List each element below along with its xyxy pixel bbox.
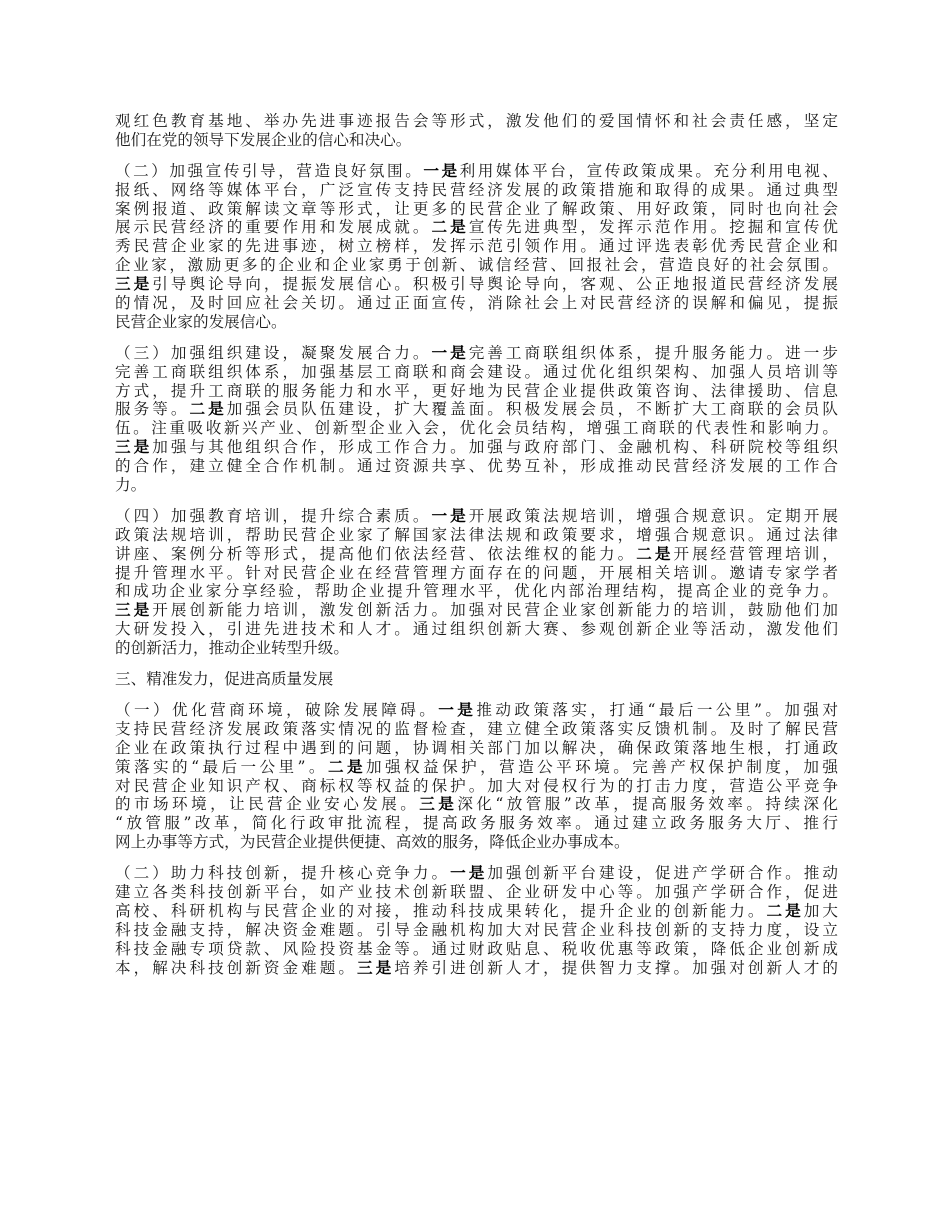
text-line: [115, 864, 838, 883]
text-run: 网上办事等方式，为民营企业提供便捷、高效的服务，降低企业办事成本。: [115, 833, 630, 852]
text-line: [115, 275, 838, 294]
text-run: 民营企业家的发展信心。: [115, 312, 287, 331]
text-line: [115, 795, 838, 814]
text-run: 秀民营企业家的先进事迹，树立榜样，发挥示范引领作用。通过评选表彰优秀民营企业和: [115, 237, 838, 256]
text-run: 企业家，激励更多的企业和企业家勇于创新、诚信经营、回报社会，营造良好的社会氛围。: [115, 256, 838, 275]
text-run: 的市场环境，让民营企业安心发展。: [115, 795, 420, 814]
text-line: [115, 237, 838, 256]
text-run: 培养引进创新人才，提供智力支撑。加强对创新人才的: [394, 958, 838, 977]
paragraph: [115, 344, 838, 495]
bold-keyword: 三是: [115, 274, 153, 294]
text-line: [115, 419, 838, 438]
text-run: 政策法规培训，帮助民营企业家了解国家法律法规和政策要求，增强合规意识。通过法律: [115, 525, 838, 544]
text-run: 加强会员队伍建设，扩大覆盖面。积极发展会员，不断扩大工商联的会员队: [226, 400, 838, 419]
text-run: 的创新活力，推动企业转型升级。: [115, 639, 349, 658]
text-line: [115, 564, 838, 583]
text-run: 加强创新平台建设，促进产学研合作。推动: [487, 864, 838, 883]
text-run: 高校、科研机构与民营企业的对接，推动科技成果转化，提升企业的创新能力。: [115, 901, 767, 920]
text-run: 深化“放管服”改革，提高服务效率。持续深化: [457, 795, 838, 814]
text-line: [115, 883, 838, 902]
text-line: [115, 162, 838, 181]
text-line: [115, 313, 838, 332]
text-line: [115, 670, 838, 689]
paragraph: [115, 507, 838, 658]
bold-keyword: 三是: [419, 794, 458, 814]
text-run: 伍。注重吸收新兴产业、创新型企业入会，优化会员结构，增强工商联的代表性和影响力。: [115, 419, 838, 438]
text-run: 他们在党的领导下发展企业的信心和决心。: [115, 130, 412, 149]
text-run: 力。: [115, 476, 147, 495]
text-line: [115, 959, 838, 978]
text-line: [115, 814, 838, 833]
text-line: [115, 833, 838, 852]
paragraph: [115, 701, 838, 852]
text-run: 建立各类科技创新平台，如产业技术创新联盟、企业研发中心等。加强产学研合作，促进: [115, 882, 838, 901]
paragraph: [115, 112, 838, 150]
text-run: 本，解决科技创新资金难题。: [115, 958, 357, 977]
text-line: [115, 639, 838, 658]
text-run: 服务等。: [115, 400, 190, 419]
text-run: 报纸、网络等媒体平台，广泛宣传支持民营经济发展的政策措施和取得的成果。通过典型: [115, 180, 838, 199]
bold-keyword: 二是: [327, 756, 366, 776]
text-run: 方式，提升工商联的服务能力和水平，更好地为民营企业提供政策咨询、法律援助、信息: [115, 381, 838, 400]
text-line: [115, 200, 838, 219]
text-line: [115, 112, 838, 131]
text-run: （二）加强宣传引导，营造良好氛围。: [115, 161, 424, 180]
text-run: 企业在政策执行过程中遇到的问题，协调相关部门加以解决，确保政策落地生根，打通政: [115, 738, 838, 757]
text-run: （四）加强教育培训，提升综合素质。: [115, 506, 432, 525]
text-run: 的情况，及时回应社会关切。通过正面宣传，消除社会上对民营经济的误解和偏见，提振: [115, 294, 838, 313]
text-line: [115, 739, 838, 758]
text-line: [115, 382, 838, 401]
text-line: [115, 582, 838, 601]
bold-keyword: 一是: [431, 505, 469, 525]
text-line: [115, 131, 838, 150]
text-run: 提升管理水平。针对民营企业在经营管理方面存在的问题，开展相关培训。邀请专家学者: [115, 563, 838, 582]
text-run: 大研发投入，引进先进技术和人才。通过组织创新大赛、参观创新企业等活动，激发他们: [115, 620, 838, 639]
text-run: 和成功企业家分享经验，帮助企业提升管理水平，优化内部治理结构，提高企业的竞争力。: [115, 582, 838, 601]
text-run: （二）助力科技创新，提升核心竞争力。: [115, 864, 451, 883]
paragraph: [115, 864, 838, 977]
text-run: 对民营企业知识产权、商标权等权益的保护。加大对侵权行为的打击力度，营造公平竞争: [115, 776, 838, 795]
text-run: 科技金融专项贷款、风险投资基金等。通过财政贴息、税收优惠等政策，降低企业创新成: [115, 939, 838, 958]
text-line: [115, 507, 838, 526]
text-run: 开展政策法规培训，增强合规意识。定期开展: [468, 506, 838, 525]
bold-keyword: 二是: [766, 900, 804, 920]
text-line: [115, 720, 838, 739]
text-line: [115, 902, 838, 921]
bold-keyword: 三是: [357, 957, 395, 977]
text-run: 加大: [803, 901, 838, 920]
text-run: 开展创新能力培训，激发创新活力。加强对民营企业家创新能力的培训，鼓励他们加: [152, 601, 838, 620]
bold-keyword: 三是: [115, 600, 153, 620]
section-heading: [115, 670, 838, 689]
text-line: [115, 400, 838, 419]
text-run: 支持民营经济发展政策落实情况的监督检查，建立健全政策落实反馈机制。及时了解民营: [115, 719, 838, 738]
text-run: 开展经营管理培训，: [673, 544, 838, 563]
text-run: 的合作，建立健全合作机制。通过资源共享、优势互补，形成推动民营经济发展的工作合: [115, 457, 838, 476]
text-line: [115, 601, 838, 620]
text-line: [115, 363, 838, 382]
bold-keyword: 二是: [189, 399, 227, 419]
text-line: [115, 620, 838, 639]
text-run: 完善工商联组织体系，提升服务能力。进一步: [468, 343, 838, 362]
paragraph: [115, 162, 838, 332]
text-run: （一）优化营商环境，破除发展障碍。: [115, 700, 439, 719]
bold-keyword: 三是: [115, 437, 153, 457]
text-line: [115, 181, 838, 200]
text-line: [115, 218, 838, 237]
text-run: “放管服”改革，简化行政审批流程，提高政务服务效率。通过建立政务服务大厅、推行: [115, 814, 838, 833]
text-line: [115, 438, 838, 457]
text-run: 展示民营经济的重要作用和发展成就。: [115, 218, 432, 237]
text-line: [115, 457, 838, 476]
text-line: [115, 777, 838, 796]
text-run: 科技金融支持，解决资金难题。引导金融机构加大对民营企业科技创新的支持力度，设立: [115, 920, 838, 939]
text-run: 引导舆论导向，提振发展信心。积极引导舆论导向，客观、公正地报道民营经济发展: [152, 275, 838, 294]
text-run: 利用媒体平台，宣传政策成果。充分利用电视、: [459, 161, 838, 180]
bold-keyword: 二是: [636, 543, 674, 563]
text-line: [115, 545, 838, 564]
text-run: 案例报道、政策解读文章等形式，让更多的民营企业了解政策、用好政策，同时也向社会: [115, 199, 838, 218]
text-run: 加强与其他组织合作，形成工作合力。加强与政府部门、金融机构、科研院校等组织: [152, 438, 838, 457]
text-line: [115, 921, 838, 940]
text-line: [115, 344, 838, 363]
bold-keyword: 一是: [450, 863, 488, 883]
text-line: [115, 701, 838, 720]
text-line: [115, 476, 838, 495]
bold-keyword: 一是: [431, 342, 469, 362]
text-line: [115, 256, 838, 275]
text-line: [115, 526, 838, 545]
bold-keyword: 一是: [438, 699, 477, 719]
text-run: （三）加强组织建设，凝聚发展合力。: [115, 343, 432, 362]
bold-keyword: 二是: [431, 217, 469, 237]
text-run: 加强权益保护，营造公平环境。完善产权保护制度，加强: [366, 757, 838, 776]
text-line: [115, 940, 838, 959]
text-run: 讲座、案例分析等形式，提高他们依法经营、依法维权的能力。: [115, 544, 637, 563]
document-body: [115, 112, 838, 989]
text-run: 宣传先进典型，发挥示范作用。挖掘和宣传优: [468, 218, 838, 237]
text-run: 策落实的“最后一公里”。: [115, 757, 328, 776]
text-run: 完善工商联组织体系，加强基层工商联和商会建设。通过优化组织架构、加强人员培训等: [115, 362, 838, 381]
text-line: [115, 758, 838, 777]
text-line: [115, 294, 838, 313]
text-run: 观红色教育基地、举办先进事迹报告会等形式，激发他们的爱国情怀和社会责任感，坚定: [115, 112, 838, 130]
text-run: 推动政策落实，打通“最后一公里”。加强对: [476, 700, 838, 719]
bold-keyword: 一是: [423, 160, 460, 180]
text-run: 三、精准发力，促进高质量发展: [115, 670, 334, 689]
